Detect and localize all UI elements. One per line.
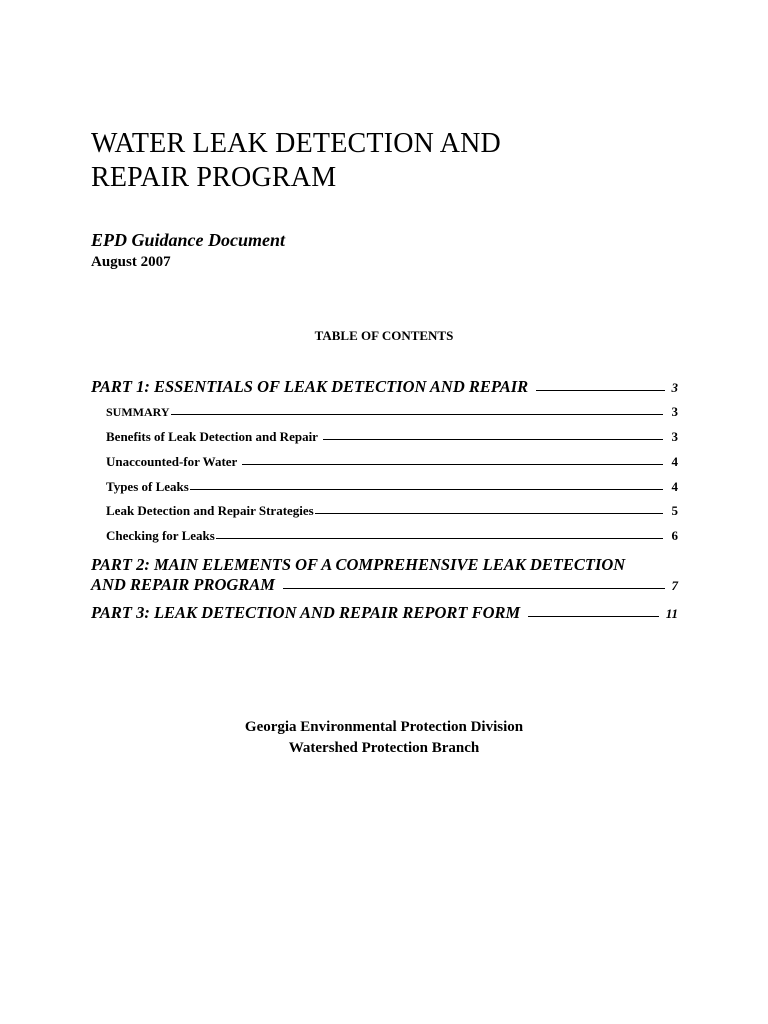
toc-leader: [216, 538, 663, 539]
toc-part-2[interactable]: [91, 575, 678, 595]
title-line-2: REPAIR PROGRAM: [91, 162, 337, 193]
toc-item-summary[interactable]: [106, 404, 678, 420]
toc-heading: TABLE OF CONTENTS: [314, 328, 454, 343]
toc-leader: [171, 414, 663, 415]
toc-item-benefits[interactable]: [106, 429, 678, 445]
toc-part-3[interactable]: [91, 603, 678, 623]
toc-leader: [283, 588, 665, 589]
toc-leader: [323, 439, 663, 440]
toc-item-page: 6: [671, 528, 678, 543]
toc-part-1-page: 3: [671, 380, 678, 395]
toc-item-label: SUMMARY: [106, 405, 170, 419]
toc-item-unaccounted-water[interactable]: [106, 454, 678, 470]
document-subtitle: EPD Guidance Document: [91, 230, 286, 250]
toc-part-3-label: PART 3: LEAK DETECTION AND REPAIR REPORT FORM: [91, 603, 521, 622]
toc-leader: [242, 464, 662, 465]
toc-part-2-label-line-1[interactable]: PART 2: MAIN ELEMENTS OF A COMPREHENSIVE LEAK DETECTION: [91, 555, 626, 574]
title-line-1: WATER LEAK DETECTION AND: [91, 128, 501, 159]
toc-part-2-page: 7: [671, 578, 678, 593]
toc-item-label: Unaccounted-for Water: [106, 454, 238, 469]
toc-item-strategies[interactable]: [106, 503, 678, 519]
document-date: August 2007: [91, 254, 171, 270]
toc-item-checking-for-leaks[interactable]: [106, 528, 678, 544]
toc-item-page: 4: [671, 479, 678, 494]
toc-item-page: 4: [671, 454, 678, 469]
toc-item-page: 3: [671, 429, 678, 444]
toc-item-label: Leak Detection and Repair Strategies: [106, 503, 314, 518]
org-branch: Watershed Protection Branch: [288, 740, 480, 756]
toc-item-label: Types of Leaks: [106, 479, 189, 494]
toc-leader: [190, 489, 663, 490]
toc-item-page: 3: [671, 404, 678, 419]
toc-part-1-label: PART 1: ESSENTIALS OF LEAK DETECTION AND REPAIR: [91, 377, 529, 396]
toc-part-2-label-line-2: AND REPAIR PROGRAM: [91, 575, 275, 594]
toc-item-page: 5: [671, 503, 678, 518]
toc-part-1[interactable]: [91, 377, 678, 397]
document-title: [91, 127, 501, 195]
toc-item-label: Benefits of Leak Detection and Repair: [106, 429, 318, 444]
toc-leader: [528, 616, 658, 617]
toc-leader: [315, 513, 663, 514]
toc-item-label: Checking for Leaks: [106, 528, 215, 543]
org-name: Georgia Environmental Protection Division: [244, 719, 524, 735]
toc-leader: [536, 390, 664, 391]
toc-part-3-page: 11: [665, 606, 678, 621]
toc-item-types-of-leaks[interactable]: [106, 479, 678, 495]
